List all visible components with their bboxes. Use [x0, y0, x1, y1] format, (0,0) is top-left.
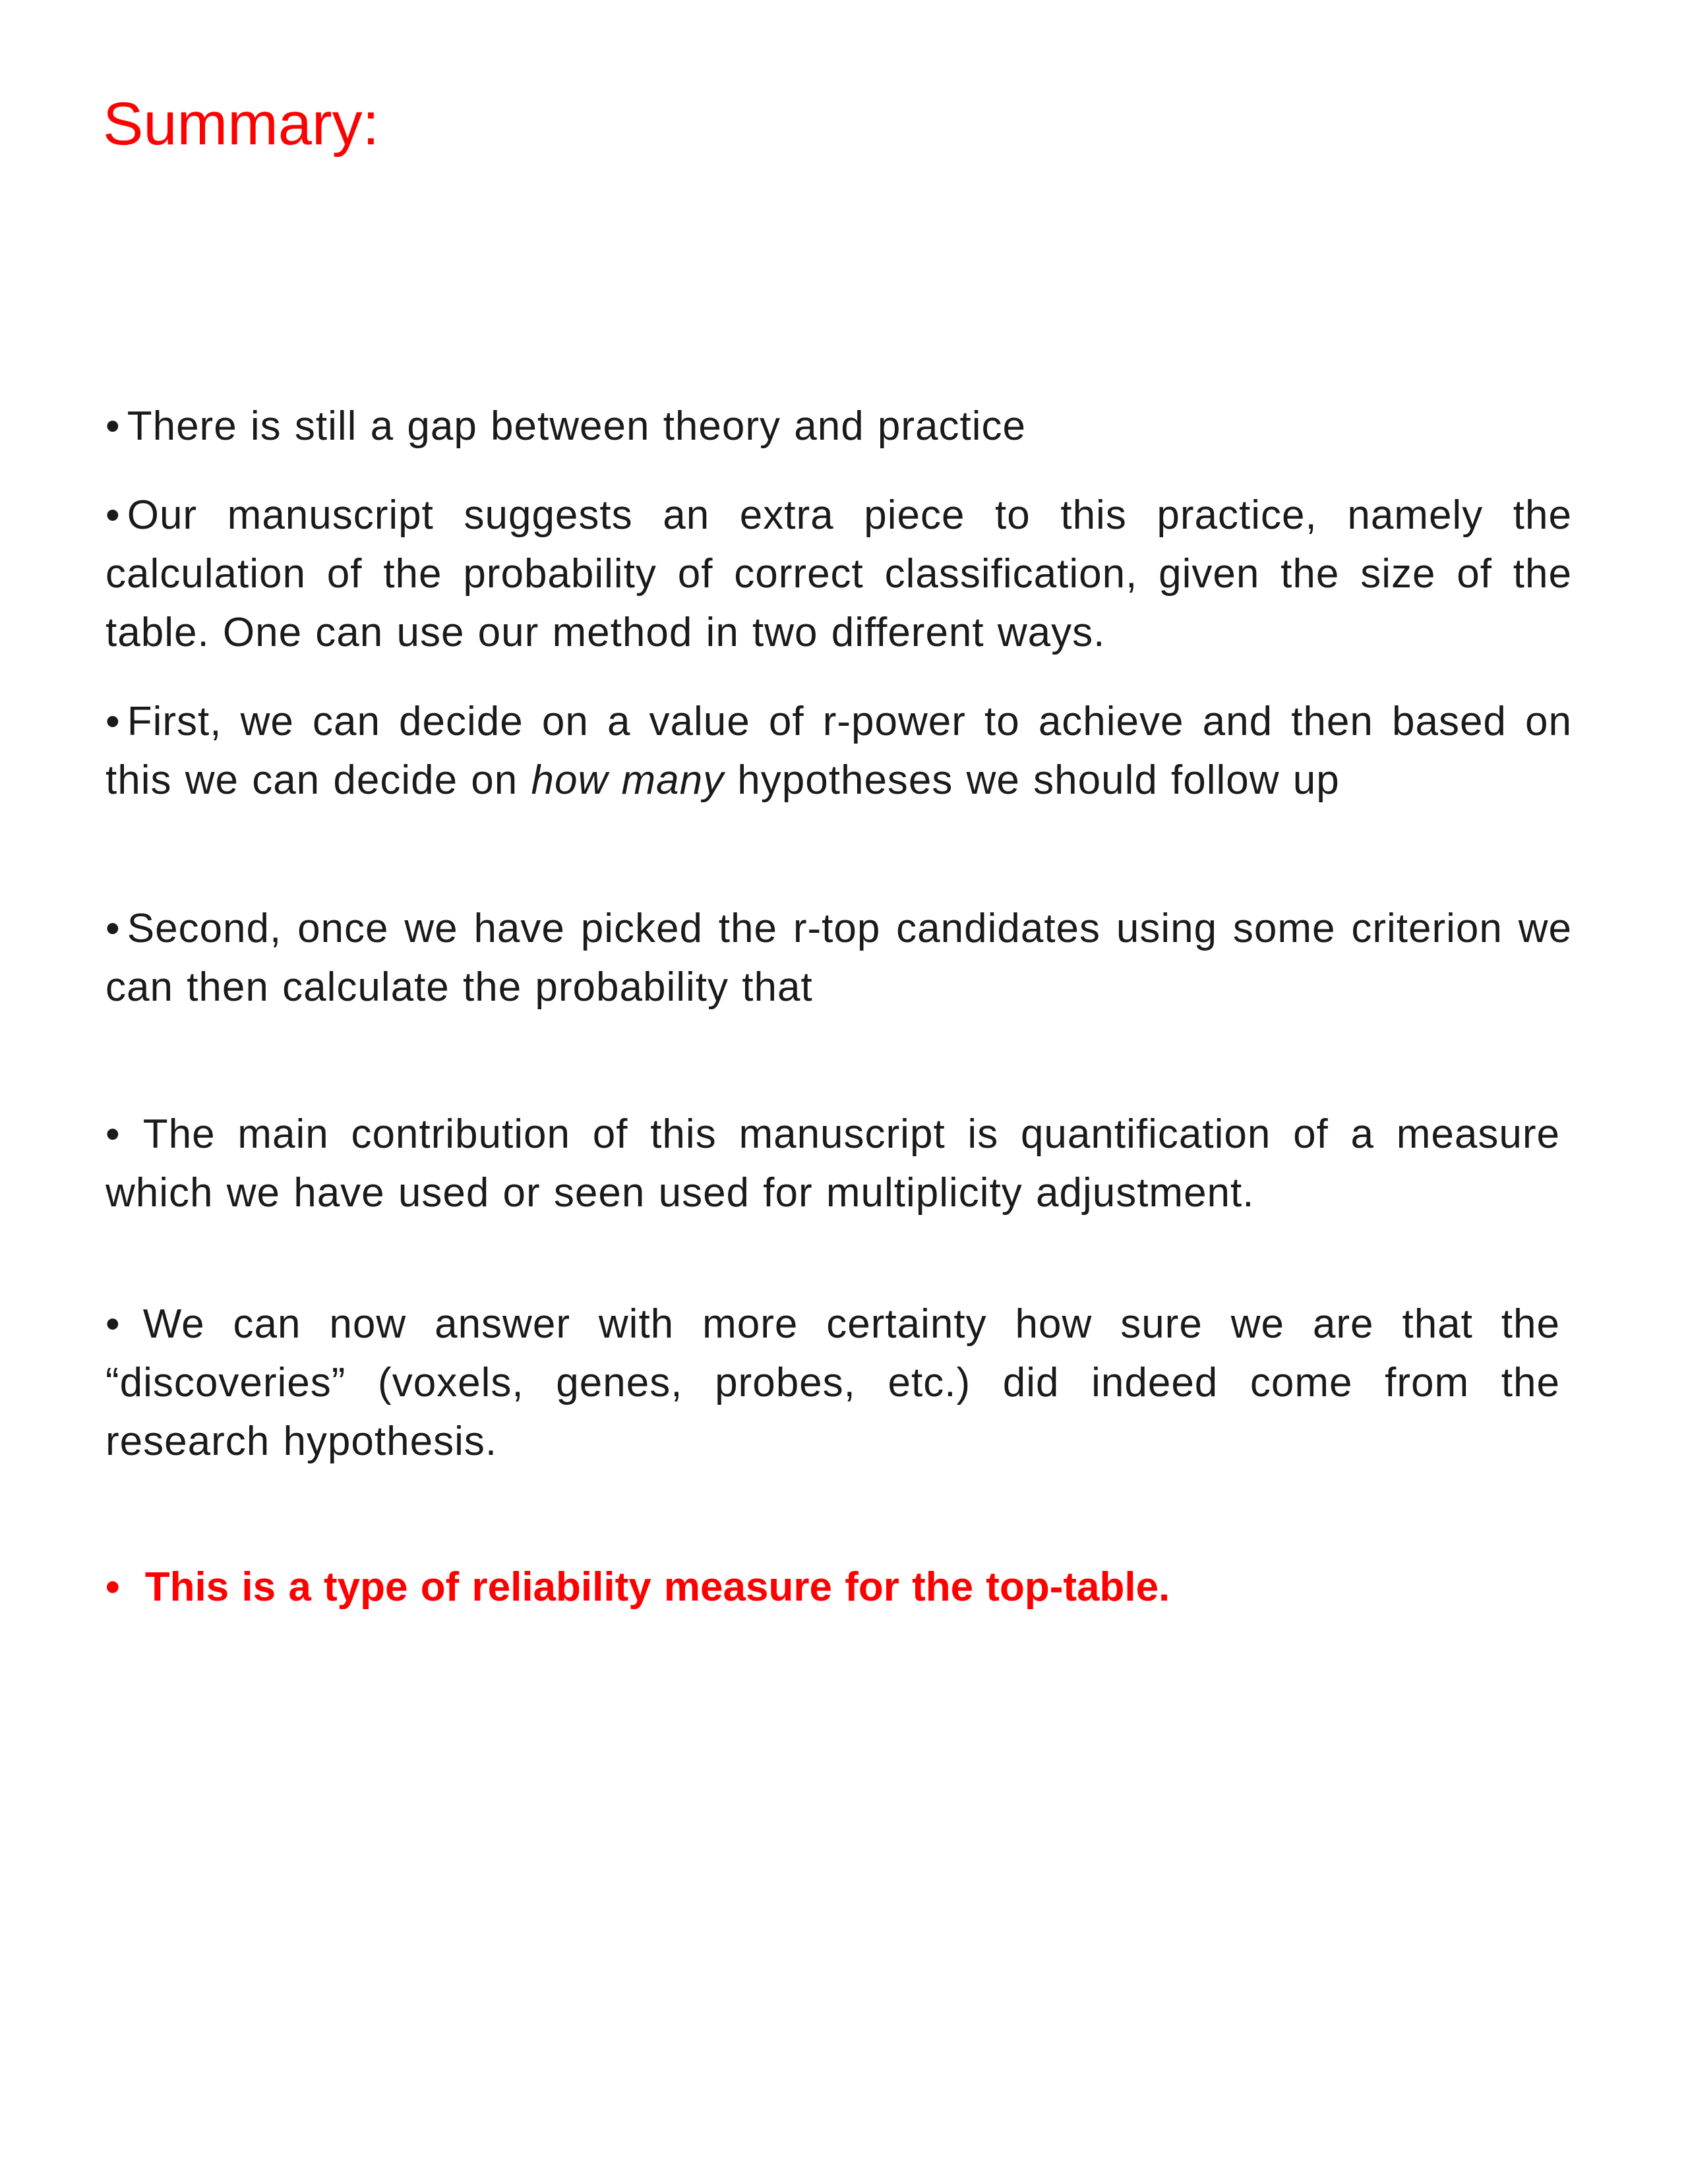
bullet-text: This is a type of reliability measure for the top-table. — [144, 1564, 1170, 1610]
bullet-icon: • — [106, 492, 121, 538]
bullet-text: The main contribution of this manuscript is quantification of a measure which we have used or seen used for multiplicity adjustment. — [106, 1111, 1560, 1216]
bullet-item-gap — [106, 397, 1572, 456]
bullet-text-after: hypotheses we should follow up — [724, 757, 1340, 803]
bullet-item-certainty — [106, 1295, 1560, 1471]
bullet-text: There is still a gap between theory and practice — [127, 403, 1026, 449]
bullet-text-emphasis: how many — [531, 757, 725, 803]
slide-title: Summary: — [103, 90, 380, 158]
bullet-icon: • — [106, 906, 121, 951]
bullet-icon: • — [106, 1301, 121, 1347]
bullet-text: We can now answer with more certainty how sure we are that the “discoveries” (voxels, genes, probes, etc.) did indeed come from the research hypothesis. — [106, 1301, 1560, 1464]
bullet-item-second — [106, 899, 1572, 1017]
bullet-icon: • — [106, 1111, 121, 1157]
bullet-text: Our manuscript suggests an extra piece to this practice, namely the calculation of the probability of correct classification, given the size of the table. One can use our method in two different ways. — [106, 492, 1572, 655]
bullet-item-contribution — [106, 1105, 1560, 1222]
bullet-text: Second, once we have picked the r-top candidates using some criterion we can then calculate the probability that — [106, 906, 1572, 1010]
bullet-icon: • — [106, 1564, 120, 1610]
bullet-text-before: First, we can decide on a value of r-power to achieve and then based on this we can decide on — [106, 699, 1572, 803]
bullet-item-first — [106, 692, 1572, 810]
bullet-item-reliability — [106, 1558, 1572, 1616]
bullet-icon: • — [106, 403, 121, 449]
bullet-icon: • — [106, 699, 121, 744]
bullet-item-manuscript — [106, 486, 1572, 662]
